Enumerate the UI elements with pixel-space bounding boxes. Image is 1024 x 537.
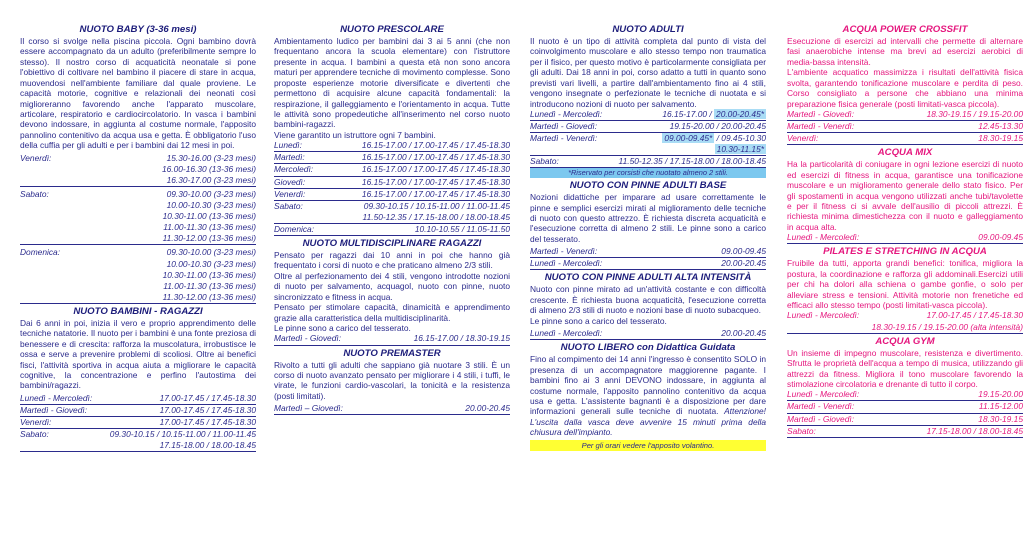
multi-schedule (274, 333, 510, 345)
section-title-crossfit: ACQUA POWER CROSSFIT (842, 24, 968, 35)
baby-schedule-friday (20, 153, 256, 187)
section-title-adulti: NUOTO ADULTI (612, 24, 684, 35)
time-slot: 16.15-17.00 / 17.00-17.45 / 17.45-18.30 (361, 188, 510, 199)
time-slot: 09.30-10.00 (3-23 mesi) (166, 188, 256, 199)
section-title-gym: ACQUA GYM (875, 335, 935, 347)
crossfit-description: Esecuzione di esercizi ad intervalli che permette di alternare fasi anaerobiche intense ma brevi ad esercizi aerobici di media-bassa intensità. (787, 36, 1023, 67)
time-slot: 18.30-19.15 / 19.15-20.00 (alta intensità) (871, 321, 1023, 332)
section-title-libero: NUOTO LIBERO con Didattica Guidata (560, 342, 736, 354)
time-slot: 09.30-10.00 (3-23 mesi) (166, 247, 256, 258)
pinne-base-schedule (530, 246, 766, 270)
time-slot: 16.15-17.00 / 17.00-17.45 / 17.45-18.30 (361, 164, 510, 175)
column-4 (787, 22, 1023, 438)
section-title-mix: ACQUA MIX (877, 147, 933, 159)
time-slot: 11.30-12.00 (13-36 mesi) (162, 233, 256, 244)
day-label: Sabato: (530, 156, 559, 167)
day-label: Martedì - Giovedì: (274, 333, 342, 344)
bambini-description: Dai 6 anni in poi, inizia il vero e proprio apprendimento delle tecniche natatorie. Il nuoto per i bambini è una fonte preziosa di benessere e di crescita: rafforza la muscolatura, irrobustisce le ossa e serve a prevenire problemi di scoliosi. Oltre ai benefici fisci, l'attività sportiva in acqua aiuta a migliorare le capacità cognitive, la concentrazione e perfino l'autostima dei bambini/ragazzi. (20, 317, 256, 391)
time-slot: 10.30-11.00 (13-36 mesi) (162, 211, 256, 222)
multi-description-2: Oltre al perfezionamento dei 4 stili, vengono introdotte nozioni di nuoto per salvamento, acquagol, nuoto con pinne, nuoto sincronizzato e fitness in acqua. (274, 270, 510, 302)
time-slot: 11.15-12.00 (978, 401, 1023, 412)
time-slot: 16.15-17.00 / 17.00-17.45 / 17.45-18.30 (361, 176, 510, 187)
day-label: Lunedì - Mercoledì: (530, 328, 603, 339)
gym-description: Un insieme di impegno muscolare, resistenza e divertimento. Sfrutta le proprietà dell'acqua a tempo di musica, utilizzando gli attrezzi da fitness. Migliora il tono muscolare favorendo la stimolazione circolatoria e drenante di tutto il corpo. (787, 347, 1023, 389)
time-slot: 17.00-17.45 / 17.45-18.30 (159, 417, 256, 428)
time-slot: 16.15-17.00 / 18.30-19.15 (413, 333, 510, 344)
section-title-baby: NUOTO BABY (3-36 mesi) (79, 24, 197, 35)
day-label: Venerdì: (20, 152, 52, 163)
time-slot: 11.00-11.30 (13-36 mesi) (163, 222, 256, 233)
premaster-schedule (274, 403, 510, 415)
time-slot-reserved: 10.30-11.15* (716, 144, 764, 155)
time-slot: 16.30-17.00 (3-23 mesi) (166, 174, 256, 185)
day-label: Martedì - Giovedì: (787, 108, 855, 119)
day-label: Domenica: (20, 247, 61, 258)
time-slot: 16.15-17.00 / 17.00-17.45 / 17.45-18.30 (361, 152, 510, 163)
day-label: Martedì – Giovedì: (274, 403, 343, 414)
time-slot: 17.15-18.00 / 18.00-18.45 (159, 440, 256, 451)
day-label: Lunedì - Mercoledì: (530, 258, 603, 269)
day-label: Martedì - Venerdì: (787, 401, 855, 412)
day-label: Sabato: (20, 188, 49, 199)
time-slot: 12.45-13.30 (978, 121, 1023, 132)
time-slot: 20.00-20.45 (721, 328, 766, 339)
section-title-multi: NUOTO MULTIDISCIPLINARE RAGAZZI (302, 238, 482, 249)
day-label: Lunedì - Mercoledì: (787, 232, 860, 243)
baby-schedule-sunday (20, 247, 256, 303)
multi-description: Pensato per ragazzi dai 10 anni in poi che hanno già frequentato i corsi di nuoto e che praticano almeno 2/3 stili. (274, 250, 510, 271)
day-label: Martedì - Venerdì: (530, 246, 598, 257)
day-label: Sabato: (787, 425, 816, 436)
day-label: Lunedì: (274, 140, 302, 151)
pinne-intensita-description: Nuoto con pinne mirato ad un'attività costante e con difficoltà crescente. È richiesta buona acquaticità, l'esecuzione corretta di almeno 2/3 stili di nuoto e nozioni base di nuoto subacqueo. (530, 284, 766, 316)
time-slot: 11.50-12.35 / 17.15-18.00 / 18.00-18.45 (362, 211, 510, 222)
column-3 (530, 22, 766, 451)
time-slot-reserved: 20.00-20.45* (716, 108, 764, 119)
time-slot: 17.00-17.45 / 17.45-18.30 (926, 310, 1023, 321)
day-label: Martedì - Giovedì: (787, 413, 855, 424)
day-label: Venerdì: (787, 133, 819, 144)
time-slot: 10.30-11.00 (13-36 mesi) (162, 269, 256, 280)
time-slot: 09.30-10.15 / 10.15-11.00 / 11.00-11.45 (109, 429, 256, 440)
time-slot: 17.15-18.00 / 18.00-18.45 (926, 425, 1023, 436)
time-slot: 11.50-12.35 / 17.15-18.00 / 18.00-18.45 (618, 156, 766, 167)
reserved-note: *Riservato per corsisti che nuotato almeno 2 stili. (530, 168, 766, 178)
time-slot: 09.30-10.15 / 10.15-11.00 / 11.00-11.45 (363, 200, 510, 211)
time-slot: 20.00-20.45 (721, 258, 766, 269)
time-slot: 16.15-17.00 / (662, 108, 712, 119)
day-label: Lunedì - Mercoledì: (20, 392, 93, 403)
day-label: Martedì - Giovedì: (530, 121, 598, 132)
time-slot: 15.30-16.00 (3-23 mesi) (166, 152, 256, 163)
time-slot: 17.00-17.45 / 17.45-18.30 (159, 392, 256, 403)
prescolare-description: Ambientamento ludico per bambini dai 3 ai 5 anni (che non frequentano ancora la scuola elementare) con l'istruttore presente in acqua. I bambini a questa età non sono ancora maturi per apprendere tecniche di movimento complesse. Sono proposte esperienze motorie diversificate e divertenti che permettono di acquisire alcune capacità fondamentali: la respirazione, il galleggiamento e l'orientamento in acqua. Tutte le attività sono propedeutiche all'inserimento nel corso nuoto bambini-ragazzi. (274, 36, 510, 130)
time-slot: 09.00-09.45 (978, 232, 1023, 243)
day-label: Sabato: (274, 200, 303, 211)
adulti-schedule (530, 109, 766, 168)
multi-note: Le pinne sono a carico del tesserato. (274, 322, 411, 333)
section-title-pinne-intensita: NUOTO CON PINNE ADULTI ALTA INTENSITÀ (544, 272, 752, 284)
adulti-description: Il nuoto è un tipo di attività completa dal punto di vista del coinvolgimento muscolare e allo stesso tempo non traumatica per il fisico, per questo motivo è particolarmente consigliata per gli adulti. Dai 18 anni in poi, corso adatto a tutti in quanto sono previsti vari livelli, a partire dall'ambientamento fino ai 4 stili, vengono insegnate o perfezionate le tecniche di nuotata e si introducono nozioni di nuoto per salvamento. (530, 36, 766, 109)
mix-schedule (787, 232, 1023, 244)
time-slot: 18.30-19.15 (978, 133, 1023, 144)
premaster-description: Rivolto a tutti gli adulti che sappiano già nuotare 3 stili. È un corso di nuoto avanzato pensato per migliorare i 4 stili, i tuffi, le virate, le funzioni cardio-vascolari, la tonicità e la resistenza (posti limitati). (274, 359, 510, 401)
time-slot: / 09.45-10.30 (716, 133, 766, 144)
day-label: Martedì - Giovedì: (20, 404, 88, 415)
time-slot: 18.30-19.15 / 19.15-20.00 (926, 108, 1023, 119)
section-title-pinne-base: NUOTO CON PINNE ADULTI BASE (569, 180, 727, 192)
pilates-description: Fruibile da tutti, apporta grandi benefici: tonifica, migliora la postura, la coordinazione e rafforza gli addominali.Esercizi utili per chi ha dolori alla schiena o gambe gonfie, o solo per alleviare stress e tensioni. Attività motorie non frenetiche ed efficaci allo stesso tempo (posti limitati-vasca piccola). (787, 258, 1023, 311)
day-label: Giovedì: (274, 176, 306, 187)
pinne-base-description: Nozioni didattiche per imparare ad usare correttamente le pinne e semplici esercizi mirati al miglioramento delle tecniche di nuoto con questo attrezzo. È richiesta discreta acquaticità e l'esecuzione corretta di almeno 2 stili. Le pinne sono a carico del tesserato. (530, 192, 766, 244)
time-slot: 19.15-20.00 / 20.00-20.45 (669, 121, 766, 132)
day-label: Mercoledì: (274, 164, 314, 175)
day-label: Lunedì - Mercoledì: (530, 108, 603, 119)
time-slot: 10.00-10.30 (3-23 mesi) (166, 258, 256, 269)
time-slot: 17.00-17.45 / 17.45-18.30 (159, 404, 256, 415)
section-title-pilates: PILATES E STRETCHING IN ACQUA (823, 246, 987, 258)
time-slot: 11.00-11.30 (13-36 mesi) (163, 280, 256, 291)
pinne-intensita-schedule (530, 328, 766, 340)
section-title-bambini: NUOTO BAMBINI - RAGAZZI (73, 305, 203, 317)
time-slot: 18.30-19.15 (978, 413, 1023, 424)
mix-description: Ha la particolarità di coniugare in ogni lezione esercizi di nuoto ed esercizi di fitness in acqua, garantisce una tonificazione muscolare e un miglioramento generale dello stato fisico. Per gli spostamenti in acqua vengono utilizzati anche tubi/tavolette e per il fitness ci si avvale dell'ausilio di piccoli attrezzi. È richiesta minima dimestichezza con il nuoto e galleggiamento in acqua alta. (787, 159, 1023, 232)
section-title-prescolare: NUOTO PRESCOLARE (340, 24, 444, 35)
column-2 (274, 22, 510, 415)
libero-warning: Attenzione! L'uscita dalla vasca deve avvenire 15 minuti prima della chiusura dell'impianto. (530, 406, 766, 438)
time-slot: 19.15-20.00 (978, 389, 1023, 400)
column-1 (20, 22, 256, 452)
time-slot: 10.00-10.30 (3-23 mesi) (166, 200, 256, 211)
time-slot: 10.10-10.55 / 11.05-11.50 (414, 223, 510, 234)
day-label: Martedì - Venerdì: (530, 133, 598, 144)
prescolare-note: Viene garantito un istruttore ogni 7 bambini. (274, 129, 436, 140)
gym-schedule (787, 389, 1023, 437)
time-slot: 16.15-17.00 / 17.00-17.45 / 17.45-18.30 (361, 140, 510, 151)
pinne-intensita-note: Le pinne sono a carico del tesserato. (530, 315, 667, 326)
time-slot-reserved: 09.00-09.45* (664, 133, 713, 144)
prescolare-schedule (274, 140, 510, 236)
multi-description-3: Pensato per stimolare capacità, dinamicità e apprendimento grazie alla caratteristica della multidisciplinarità. (274, 302, 510, 323)
crossfit-description-2: L'ambiente acquatico massimizza i risultati dell'attività fisica svolta, garantendo tonificazione muscolare e perdita di peso. Corso consigliato a persone che abbiano una minima preparazione fisica generale (posti limitati-vasca piccola). (787, 67, 1023, 109)
baby-description: Il corso si svolge nella piscina piccola. Ogni bambino dovrà essere accompagnato da un adulto (preferibilmente sempre lo stesso). Il nostro corso di acquaticità neonatale si pone l'obiettivo di coltivare nel bambino il piacere di stare in acqua, muovendosi nell'ambiente familiare dal quale proviene. Le capacità motorie, cognitive e relazionali dei neonati così miglioreranno favorendo anche l'apparato muscolare, articolare, respiratorio e cardiocircolatorio. In vasca i bambini devono indossare, in aggiunta al costume normale, l'apposito pannolino contenitivo da acqua usa e getta. È obbligatorio l'uso della cuffia per gli adulti e per i bambini dai 12 mesi in poi. (20, 36, 256, 151)
pilates-schedule (787, 310, 1023, 333)
day-label: Domenica: (274, 223, 315, 234)
day-label: Sabato: (20, 429, 49, 440)
libero-note: Per gli orari vedere l'apposito volantino. (530, 440, 766, 451)
day-label: Venerdì: (274, 188, 306, 199)
time-slot: 11.30-12.00 (13-36 mesi) (162, 291, 256, 302)
bambini-schedule (20, 393, 256, 452)
day-label: Lunedì - Mercoledì: (787, 389, 860, 400)
crossfit-schedule (787, 109, 1023, 145)
time-slot: 09.00-09.45 (721, 246, 766, 257)
section-title-premaster: NUOTO PREMASTER (343, 347, 441, 359)
day-label: Lunedì - Mercoledì: (787, 310, 860, 321)
day-label: Martedì - Venerdì: (787, 121, 855, 132)
time-slot: 16.00-16.30 (13-36 mesi) (161, 163, 256, 174)
day-label: Martedì: (274, 152, 305, 163)
time-slot: 20.00-20.45 (465, 403, 510, 414)
baby-schedule-saturday (20, 189, 256, 245)
day-label: Venerdì: (20, 417, 52, 428)
libero-description: Fino al compimento dei 14 anni l'ingresso è consentito SOLO in presenza di un accompagnatore maggiorenne pagante. I bambini fino ai 3 anni DEVONO indossare, in aggiunta al costume normale, l'apposito pannolino contenitivo da acqua usa e getta. L'assistente bagnanti è a disposizione per dare informazioni generali sulle tecniche di nuotata. Attenzione! L'uscita dalla vasca deve avvenire 15 minuti prima della chiusura dell'impianto. (530, 354, 766, 438)
